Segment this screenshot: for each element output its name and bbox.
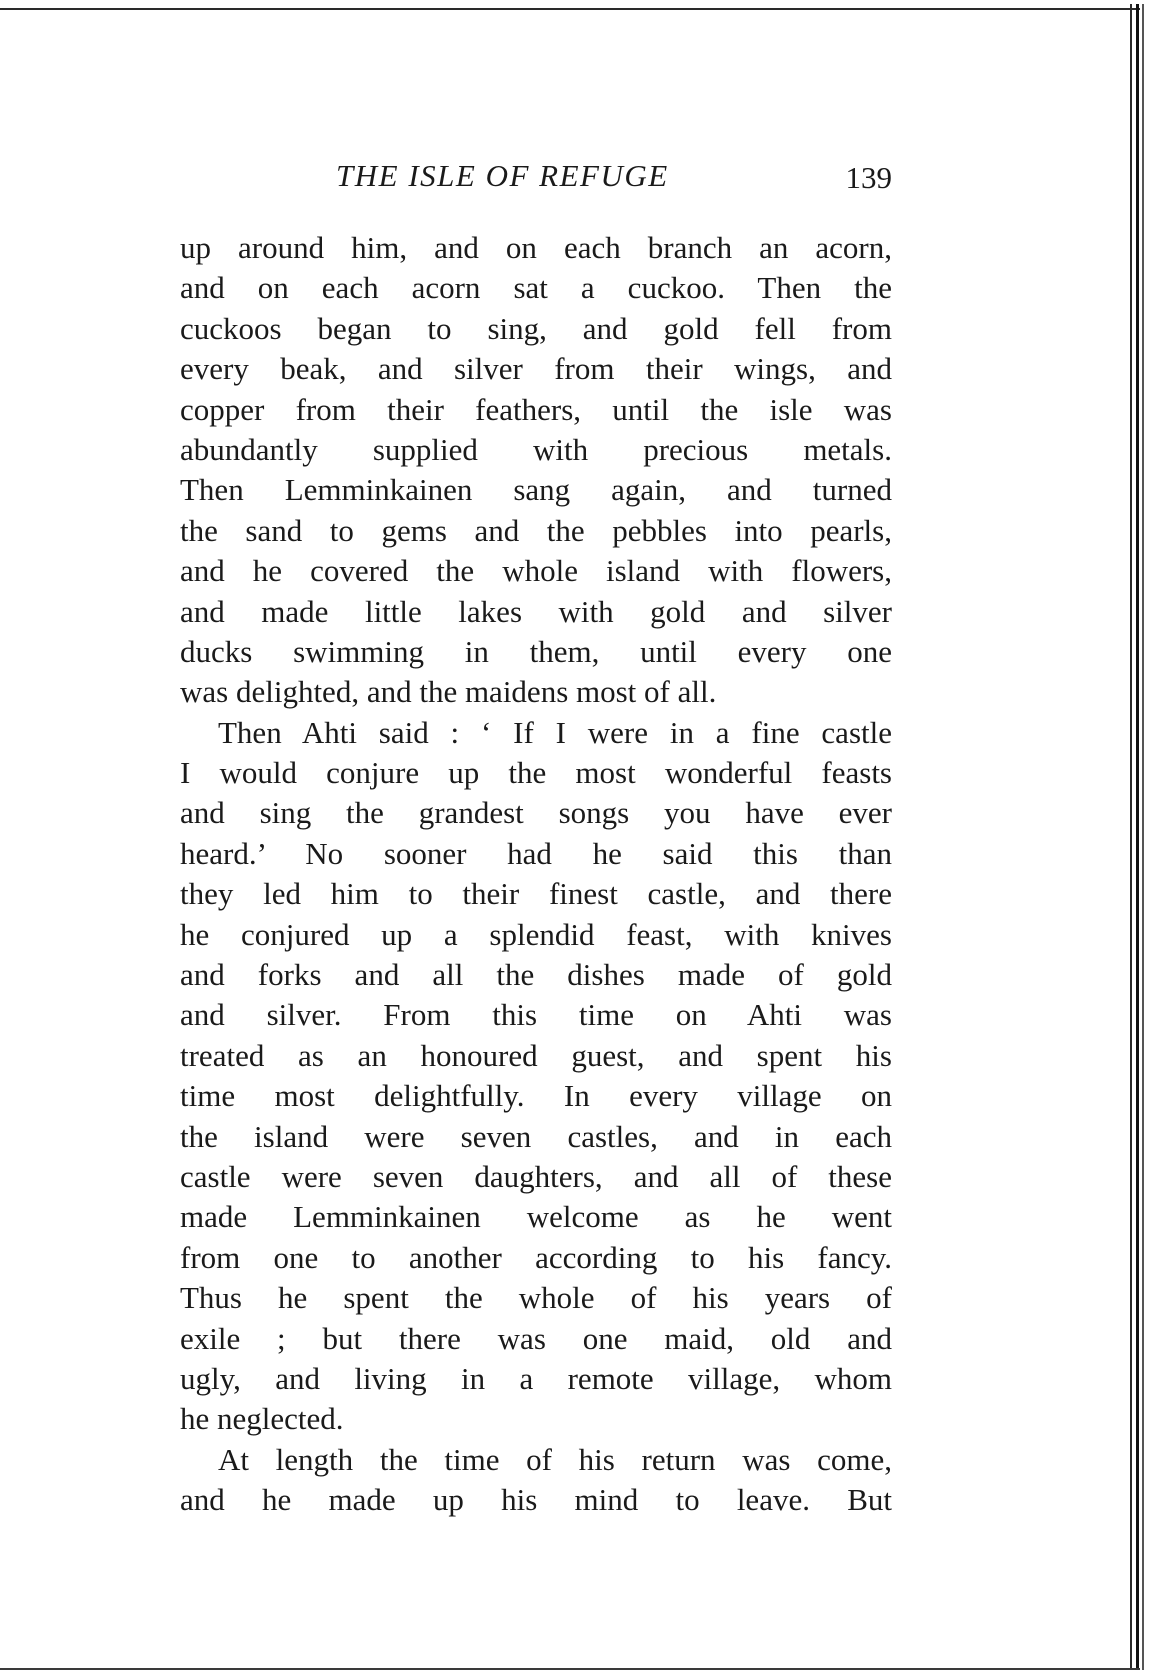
text-line: and he made up his mind to leave. But	[180, 1482, 892, 1518]
text-line: exile ; but there was one maid, old and	[180, 1320, 892, 1356]
text-line: from one to another according to his fancy.	[180, 1239, 892, 1275]
page-edge-line	[1130, 4, 1132, 1670]
text-line: treated as an honoured guest, and spent his	[180, 1037, 892, 1073]
text-line: the island were seven castles, and in each	[180, 1118, 892, 1154]
text-line: up around him, and on each branch an acorn,	[180, 230, 892, 265]
text-line: ugly, and living in a remote village, whom	[180, 1360, 892, 1396]
text-line: Then Ahti said : ‘ If I were in a fine castle	[218, 714, 892, 750]
text-line: ducks swimming in them, until every one	[180, 633, 892, 669]
text-line: heard.’ No sooner had he said this than	[180, 835, 892, 871]
text-line: Then Lemminkainen sang again, and turned	[180, 472, 892, 508]
bottom-border-rule	[0, 1668, 1140, 1670]
text-line: and made little lakes with gold and silver	[180, 593, 892, 629]
text-line: time most delightfully. In every village on	[180, 1078, 892, 1114]
text-line: and forks and all the dishes made of gold	[180, 957, 892, 993]
text-line: castle were seven daughters, and all of these	[180, 1158, 892, 1194]
text-line: and on each acorn sat a cuckoo. Then the	[180, 270, 892, 306]
body-text	[180, 228, 892, 1521]
text-line: and sing the grandest songs you have ever	[180, 795, 892, 831]
text-line: every beak, and silver from their wings, and	[180, 351, 892, 387]
page-edge-line	[1142, 4, 1144, 1670]
running-header	[180, 158, 892, 198]
top-border-rule	[0, 8, 1140, 10]
text-line: Thus he spent the whole of his years of	[180, 1280, 892, 1316]
text-line: cuckoos began to sing, and gold fell from	[180, 310, 892, 346]
running-title: THE ISLE OF REFUGE	[336, 158, 669, 193]
text-line: I would conjure up the most wonderful feasts	[180, 755, 892, 791]
text-line: and he covered the whole island with flowers,	[180, 553, 892, 589]
text-line: the sand to gems and the pebbles into pearls,	[180, 512, 892, 548]
text-line: made Lemminkainen welcome as he went	[180, 1199, 892, 1235]
text-line: was delighted, and the maidens most of all.	[180, 674, 717, 710]
page-number: 139	[845, 160, 892, 195]
text-line: copper from their feathers, until the isle was	[180, 391, 892, 427]
text-line: they led him to their finest castle, and there	[180, 876, 892, 912]
text-line: he conjured up a splendid feast, with knives	[180, 916, 892, 952]
text-line: At length the time of his return was come,	[218, 1441, 892, 1477]
text-line: he neglected.	[180, 1401, 344, 1437]
text-line: and silver. From this time on Ahti was	[180, 997, 892, 1033]
text-line: abundantly supplied with precious metals.	[180, 431, 892, 467]
page-edge-line	[1136, 4, 1139, 1670]
